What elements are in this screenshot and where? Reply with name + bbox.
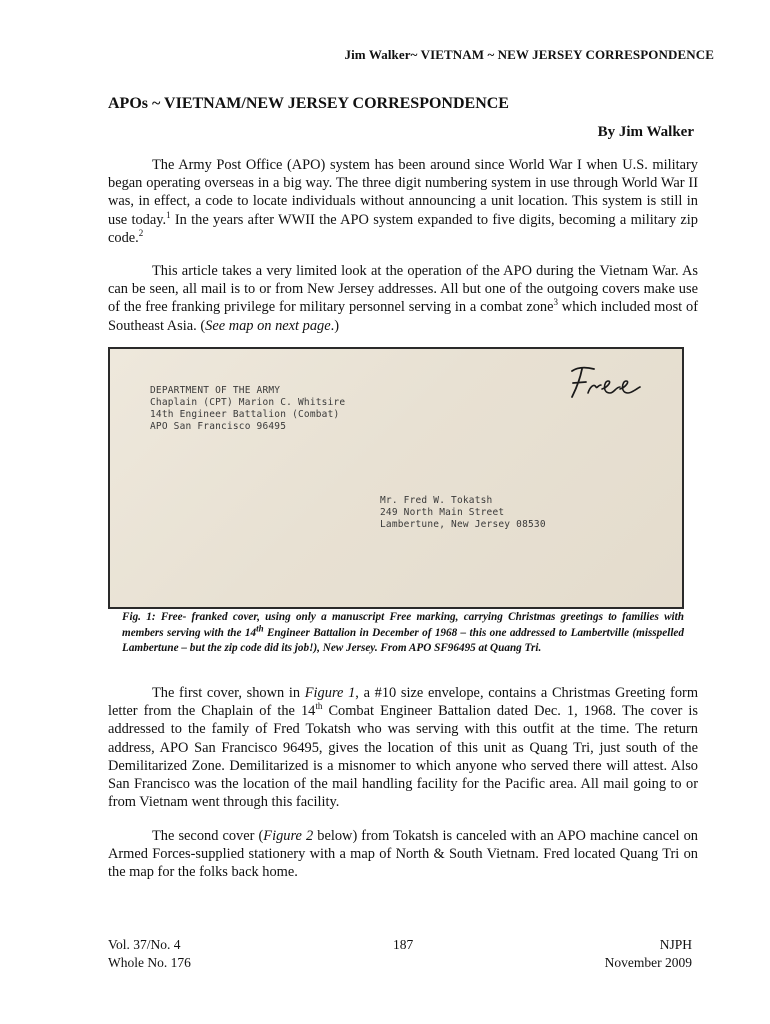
footer-volume-info — [108, 936, 191, 972]
return-address-line: APO San Francisco 96495 — [150, 421, 287, 432]
ordinal-suffix: th — [315, 701, 323, 712]
paragraph-apo-history — [108, 156, 698, 247]
recipient-address-line: 249 North Main Street — [380, 507, 505, 518]
figure-1-envelope-image — [108, 347, 684, 609]
return-address-line: 14th Engineer Battalion (Combat) — [150, 409, 340, 420]
paragraph-first-cover — [108, 684, 698, 811]
footer-page-number: 187 — [393, 937, 414, 952]
caption-text: Fig. 1: Free- franked cover, using only a manuscript Free marking, carrying Christmas greetings to families with members serving with the 14 — [122, 611, 684, 639]
recipient-address-line: Lambertune, New Jersey 08530 — [380, 519, 546, 530]
footer-date: November 2009 — [604, 955, 692, 970]
paragraph-text: In the years after WWII the APO system expanded to five digits, becoming a military zip code. — [108, 211, 699, 246]
footer-volume: Vol. 37/No. 4 — [108, 937, 181, 952]
paragraph-text: This article takes a very limited look at the operation of the APO during the Vietnam War. As can be seen, all mail is to or from New Jersey addresses. All but one of the outgoing covers make use of the free franking privilege for military personnel serving in a combat zone — [108, 263, 698, 316]
paragraph-text: .) — [330, 317, 340, 334]
free-manuscript-marking — [564, 363, 644, 403]
byline: By Jim Walker — [597, 124, 694, 140]
paragraph-text: The second cover ( — [152, 828, 264, 844]
paragraph-second-cover — [108, 827, 698, 882]
footnote-ref[interactable]: 3 — [553, 297, 558, 308]
figure-reference: Figure 2 — [263, 828, 314, 844]
footnote-ref[interactable]: 1 — [166, 209, 171, 220]
article-title: APOs ~ VIETNAM/NEW JERSEY CORRESPONDENCE — [108, 95, 509, 112]
caption-text: Engineer Battalion in December of 1968 – this one addressed to Lambertville (misspelled Lambertune – but the zip code did its job!), New Jersey. From APO SF96495 at Quang Tri. — [122, 626, 684, 654]
paragraph-text: below) from Tokatsh is canceled with an APO machine cancel on Armed Forces-supplied stationery with a map of North & South Vietnam. Fred located Quang Tri on the map for the folks back home. — [108, 828, 698, 881]
running-header: Jim Walker~ VIETNAM ~ NEW JERSEY CORRESPONDENCE — [344, 47, 714, 62]
figure-1-caption — [122, 610, 684, 657]
return-address-line: Chaplain (CPT) Marion C. Whitsire — [150, 397, 346, 408]
return-address-line: DEPARTMENT OF THE ARMY — [150, 385, 281, 396]
footnote-ref[interactable]: 2 — [138, 228, 144, 239]
paragraph-text: , a #10 size envelope, contains a Christmas Greeting form letter from the Chaplain of the 14 — [108, 685, 699, 720]
figure-reference: Figure 1 — [304, 685, 356, 701]
recipient-address-line: Mr. Fred W. Tokatsh — [380, 495, 493, 506]
paragraph-text: The first cover, shown in — [152, 685, 305, 701]
paragraph-text: Combat Engineer Battalion dated Dec. 1, 1968. The cover is addressed to the family of Fred Tokatsh who was serving with this outfit at the time. The return address, APO San Francisco 96495, gives the location of this unit as Quang Tri, just south of the Demilitarized Zone. Demilitarized is a misnomer to which anyone who served there will attest. Also San Francisco was the location of the mail handling facility for the Pacific area. All mail going to or from Vietnam went through this facility. — [108, 703, 698, 811]
caption-ordinal: th — [256, 622, 264, 633]
map-reference: See map on next page — [205, 317, 331, 334]
footer-whole-number: Whole No. 176 — [108, 955, 191, 970]
footer-journal-info — [605, 936, 692, 972]
paragraph-article-scope — [108, 262, 698, 335]
paragraph-text: which included most of Southeast Asia. ( — [108, 299, 698, 334]
footer-journal: NJPH — [659, 937, 692, 952]
paragraph-text: The Army Post Office (APO) system has been around since World War I when U.S. military began operating overseas in a big way. The three digit numbering system in use through World War II was, in effect, a code to locate individuals without announcing a unit location. This system is still in use today. — [108, 157, 698, 228]
